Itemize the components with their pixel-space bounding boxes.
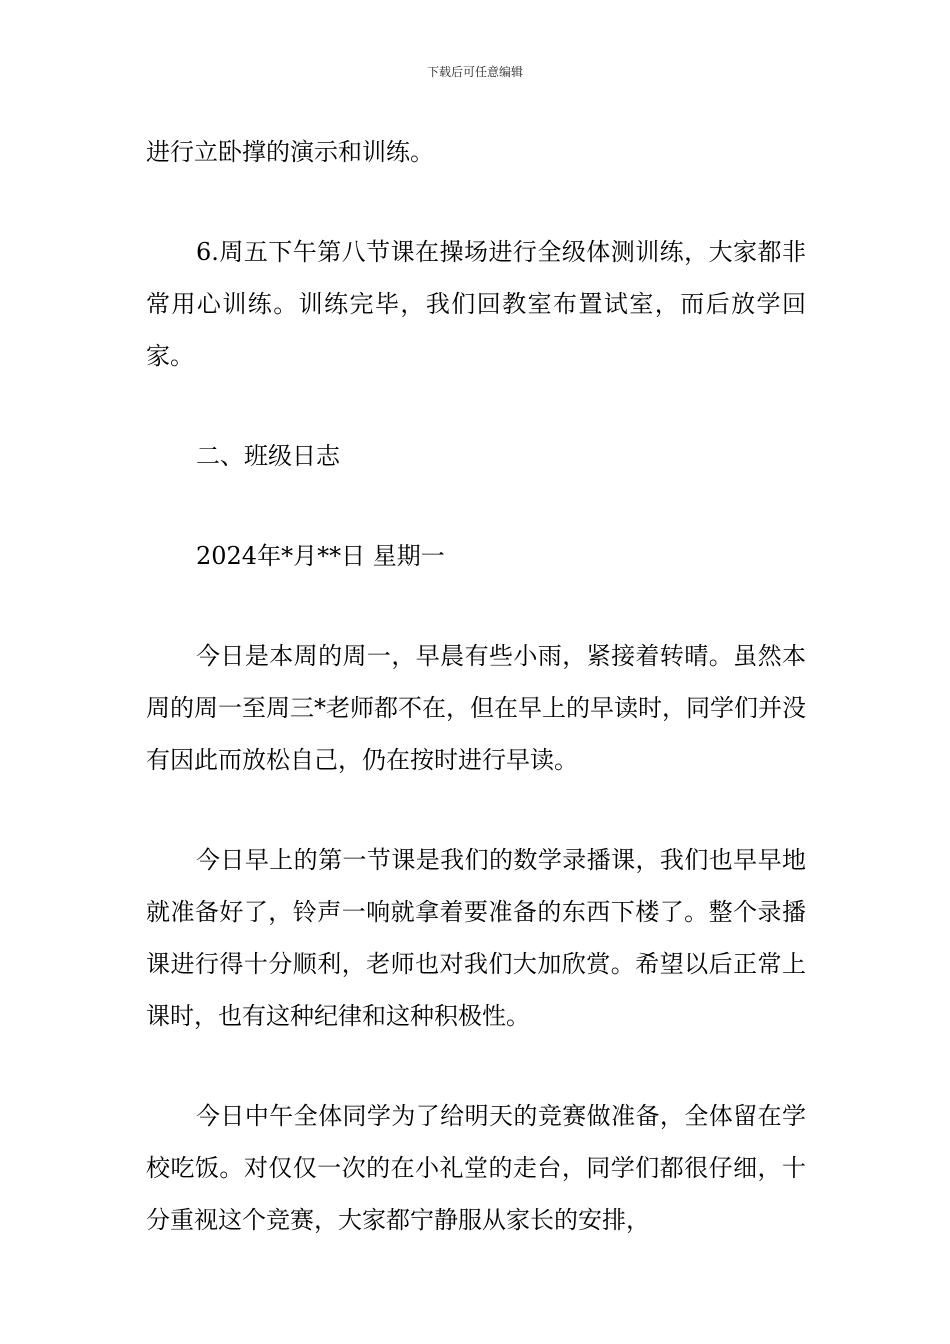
paragraph-item-6: 6.周五下午第八节课在操场进行全级体测训练，大家都非常用心训练。训练完毕，我们回教室布置试室，而后放学回家。 — [146, 238, 806, 370]
paragraph-monday-morning: 今日是本周的周一，早晨有些小雨，紧接着转晴。虽然本周的周一至周三*老师都不在，但在早上的早读时，同学们并没有因此而放松自己，仍在按时进行早读。 — [146, 642, 806, 774]
log-date: 2024年*月**日 星期一 — [196, 542, 445, 570]
paragraph-math-class: 今日早上的第一节课是我们的数学录播课，我们也早早地就准备好了，铃声一响就拿着要准备的东西下楼了。整个录播课进行得十分顺利，老师也对我们大加欣赏。希望以后正常上课时，也有这种纪律和这种积极性。 — [146, 846, 806, 1030]
section-heading-class-log: 二、班级日志 — [196, 442, 340, 470]
paragraph-noon-rehearsal: 今日中午全体同学为了给明天的竞赛做准备，全体留在学校吃饭。对仅仅一次的在小礼堂的走台，同学们都很仔细，十分重视这个竞赛，大家都宁静服从家长的安排， — [146, 1102, 806, 1234]
page-header-note: 下载后可任意编辑 — [426, 65, 523, 79]
document-body — [146, 126, 806, 1294]
paragraph-continuation: 进行立卧撑的演示和训练。 — [146, 138, 434, 166]
